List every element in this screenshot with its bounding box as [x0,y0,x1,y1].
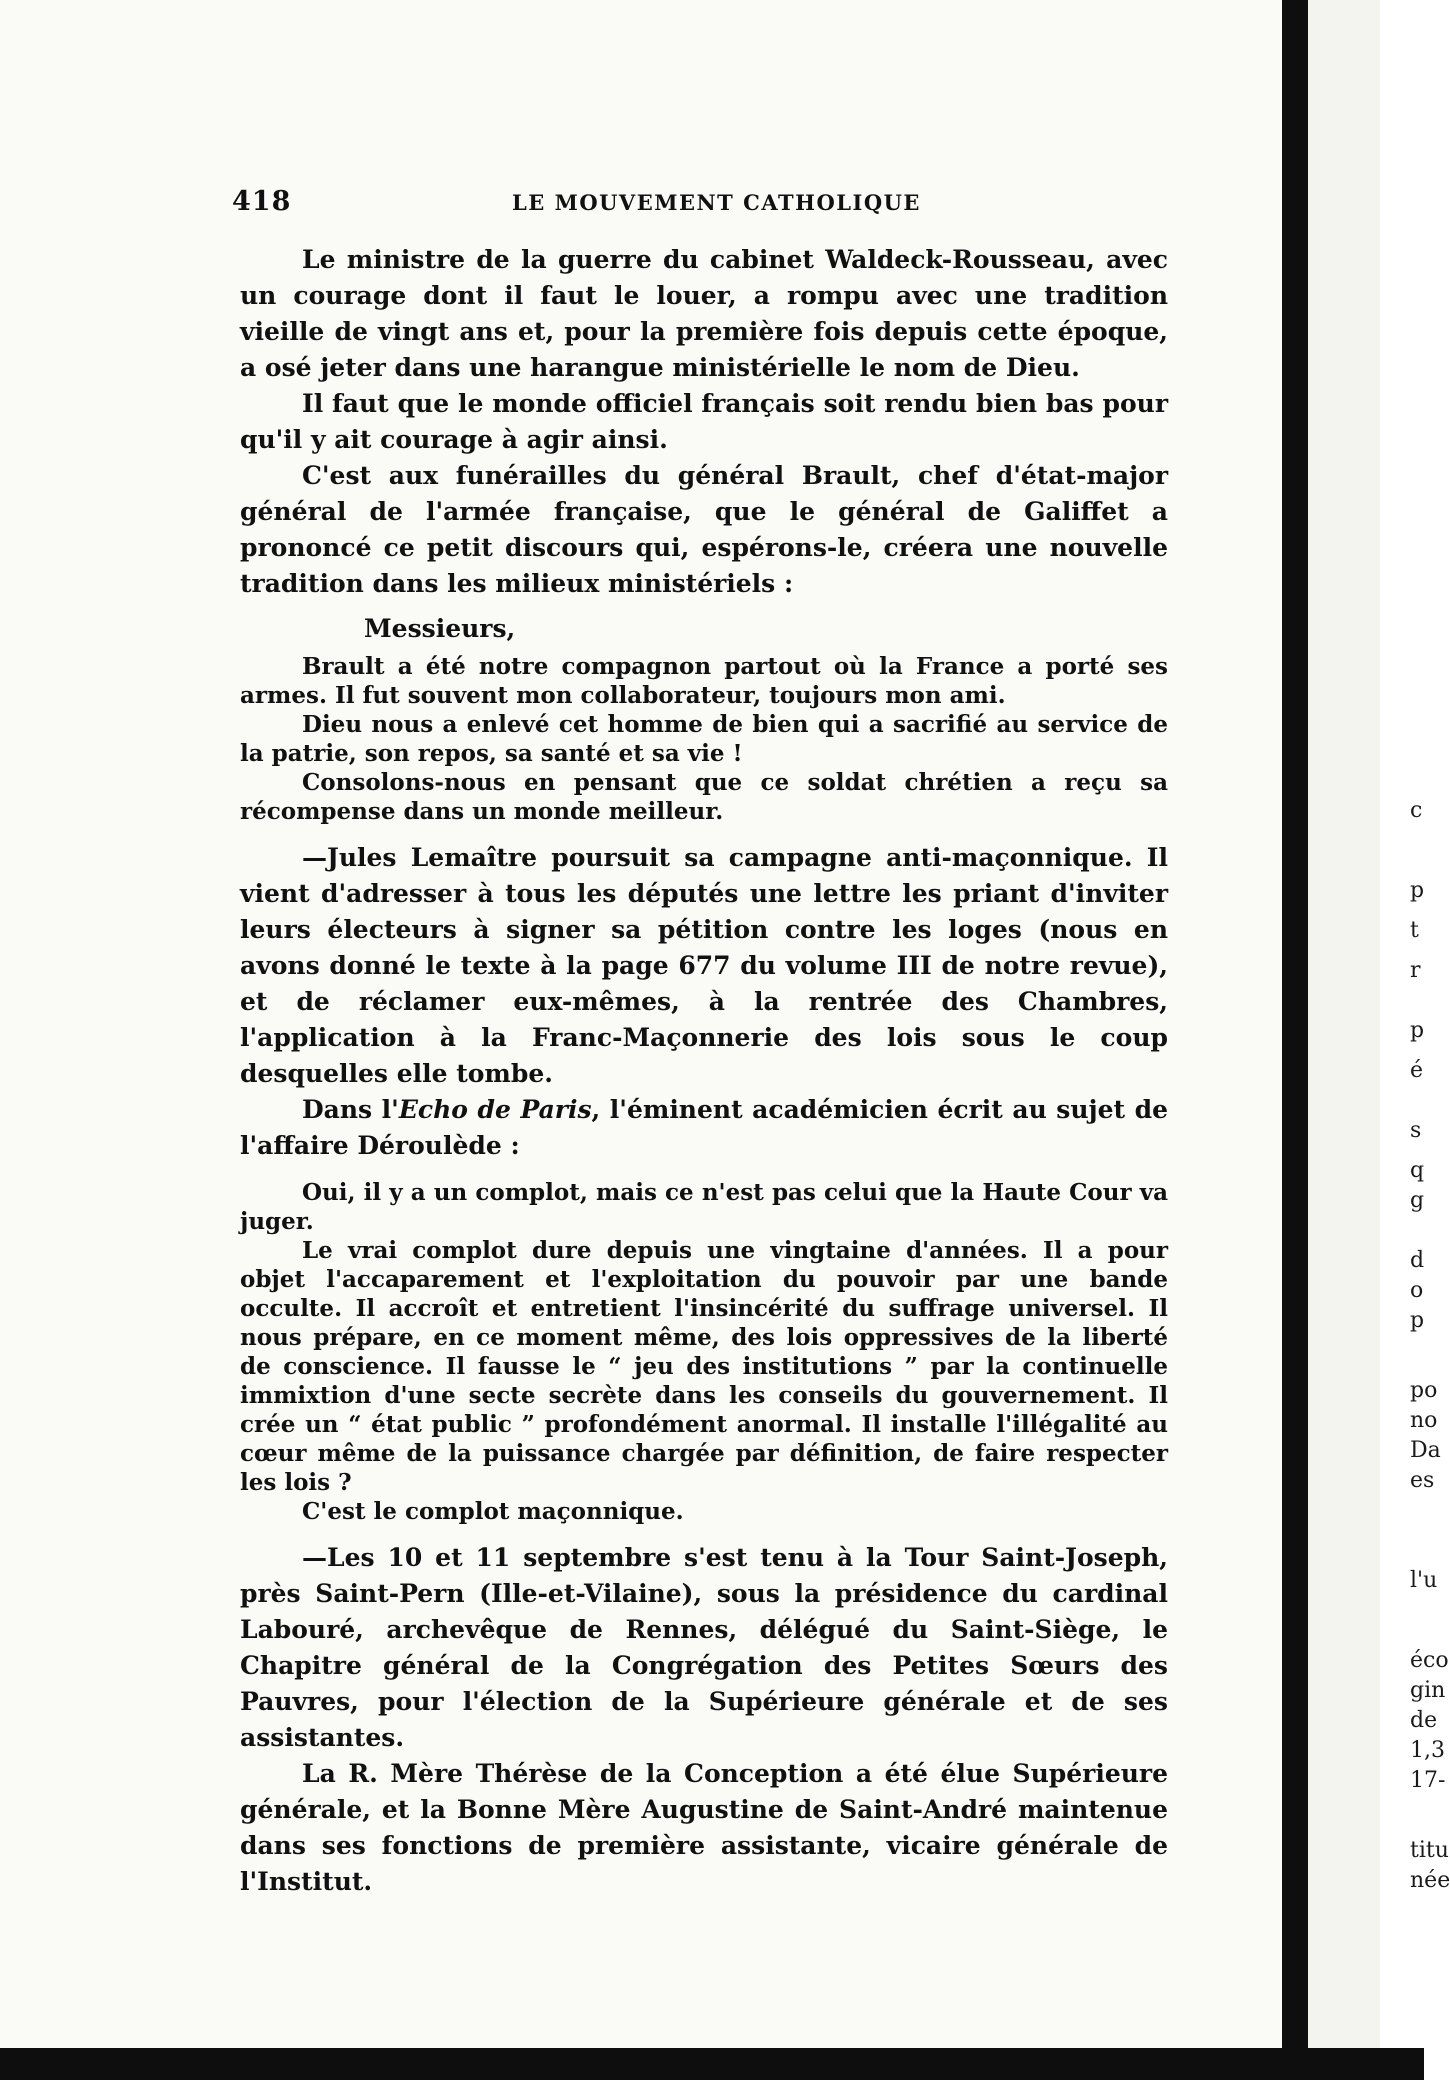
adjacent-page-fragment: es [1410,1468,1435,1493]
echo-after: , l'éminent académicien écrit au sujet de l'affaire Déroulède : [240,1095,1169,1160]
speech-line: Brault a été notre compagnon partout où la France a porté ses armes. Il fut souvent mon collaborateur, toujours mon ami. [240,653,1168,709]
adjacent-page-fragment: l'u [1410,1568,1438,1593]
adjacent-page-fragment: p [1410,1018,1425,1043]
spacer [240,1526,1168,1540]
speech-line: Consolons-nous en pensant que ce soldat chrétien a reçu sa récompense dans un monde meilleur. [240,769,1168,825]
adjacent-page-fragment: titu [1410,1838,1449,1863]
paragraph: —Jules Lemaître poursuit sa campagne anti-maçonnique. Il vient d'adresser à tous les députés une lettre les priant d'inviter leurs électeurs à signer sa pétition contre les loges (nous en avons donné le texte à la page 677 du volume III de notre revue), et de réclamer eux-mêmes, à la rentrée des Chambres, l'application à la Franc-Maçonnerie des lois sous le coup desquelles elle tombe. [240,843,1168,1088]
quote-line: C'est le complot maçonnique. [302,1498,684,1525]
running-title: LE MOUVEMENT CATHOLIQUE [512,190,921,215]
quote-line: Le vrai complot dure depuis une vingtaine d'années. Il a pour objet l'accaparement et l'exploitation du pouvoir par une bande occulte. Il accroît et entretient l'insincérité du suffrage universel. Il nous prépare, en ce moment même, des lois oppressives de la liberté de conscience. Il fausse le “ jeu des institutions ” par la continuelle immixtion d'une secte secrète dans les conseils du gouvernement. Il crée un “ état public ” profondément anormal. Il installe l'illégalité au cœur même de la puissance chargée par définition, de faire respecter les lois ? [240,1237,1168,1496]
paragraph: Le ministre de la guerre du cabinet Waldeck-Rousseau, avec un courage dont il faut le louer, a rompu avec une tradition vieille de vingt ans et, pour la première fois depuis cette époque, a osé jeter dans une harangue ministérielle le nom de Dieu. [240,245,1168,382]
adjacent-page-fragment: 1,3 [1410,1738,1445,1763]
adjacent-page-fragment: d [1410,1248,1425,1273]
spacer [240,1164,1168,1178]
adjacent-page-fragment: p [1410,878,1425,903]
adjacent-page-fragment: c [1410,798,1423,823]
publication-title: Echo de Paris [398,1095,592,1124]
paragraph: C'est aux funérailles du général Brault, chef d'état-major général de l'armée française, que le général de Galiffet a prononcé ce petit discours qui, espérons-le, créera une nouvelle tradition dans les milieux ministériels : [240,461,1168,598]
paragraph: —Les 10 et 11 septembre s'est tenu à la Tour Saint-Joseph, près Saint-Pern (Ille-et-Vilaine), sous la présidence du cardinal Labouré, archevêque de Rennes, délégué du Saint-Siège, le Chapitre général de la Congrégation des Petites Sœurs des Pauvres, pour l'élection de la Supérieure générale et de ses assistantes. [240,1543,1168,1752]
adjacent-page-fragment: q [1410,1158,1425,1183]
paragraph: Il faut que le monde officiel français soit rendu bien bas pour qu'il y ait courage à agir ainsi. [240,389,1168,454]
adjacent-page-fragment: no [1410,1408,1438,1433]
adjacent-page-fragment: 17- [1410,1768,1446,1793]
adjacent-page-fragment: g [1410,1188,1425,1213]
book-gutter [1282,0,1308,2080]
adjacent-page-fragment: gin [1410,1678,1446,1703]
scan-bottom-edge [0,2048,1424,2080]
speech-salutation: Messieurs, [364,614,516,643]
adjacent-page-fragment: éco [1410,1648,1449,1673]
adjacent-page-fragment: née [1410,1868,1450,1893]
spacer [240,602,1168,610]
page-header [232,186,1172,226]
adjacent-page-fragment: po [1410,1378,1438,1403]
echo-before: Dans l' [302,1095,399,1124]
adjacent-page-fragment: é [1410,1058,1424,1083]
adjacent-page-fragment: s [1410,1118,1422,1143]
speech-line: Dieu nous a enlevé cet homme de bien qui a sacrifié au service de la patrie, son repos, sa santé et sa vie ! [240,711,1168,767]
quote-line: Oui, il y a un complot, mais ce n'est pas celui que la Haute Cour va juger. [240,1179,1168,1235]
adjacent-page-fragment: p [1410,1308,1425,1333]
adjacent-page-fragment: r [1410,958,1421,983]
page-number: 418 [232,186,292,217]
adjacent-page-fragment: Da [1410,1438,1441,1463]
paragraph-echo [240,1092,1168,1164]
spacer [240,826,1168,840]
body-text [240,242,1168,1900]
adjacent-page-fragment: o [1410,1278,1424,1303]
adjacent-page-fragment: de [1410,1708,1438,1733]
paragraph: La R. Mère Thérèse de la Conception a été élue Supérieure générale, et la Bonne Mère Augustine de Saint-André maintenue dans ses fonctions de première assistante, vicaire générale de l'Institut. [240,1759,1168,1896]
adjacent-page-fragment: t [1410,918,1419,943]
